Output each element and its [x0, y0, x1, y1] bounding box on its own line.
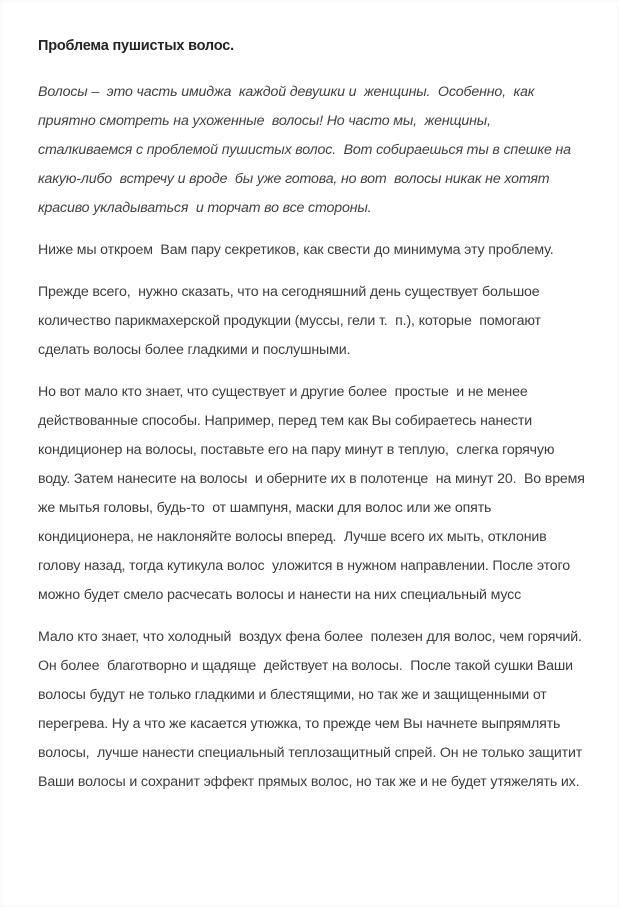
document-title: Проблема пушистых волос. [38, 38, 234, 54]
paragraph-dryer-advice: Мало кто знает, что холодный воздух фена более полезен для волос, чем горячий. Он более благотворно и щадяще действует на волосы. После такой сушки Ваши волосы будут не только гладкими и блестящими, но так же и защищенными от перегрева. Ну а что же касается утюжка, то прежде чем Вы начнете выпрямлять волосы, лучше нанести специальный теплозащитный спрей. Он не только защитит Ваши волосы и сохранит эффект прямых волос, но так же и не будет утяжелять их. [38, 629, 586, 790]
paragraph-methods: Но вот мало кто знает, что существует и другие более простые и не менее действованные способы. Например, перед тем как Вы собираетесь нанести кондиционер на волосы, поставьте его на пару минут в теплую, слегка горячую воду. Затем нанесите на волосы и оберните их в полотенце на минут 20. Во время же мытья головы, будь-то от шампуня, маски для волос или же опять кондиционера, не наклоняйте волосы вперед. Лучше всего их мыть, отклонив голову назад, тогда кутикула волос уложится в нужном направлении. После этого можно будет смело расчесать волосы и нанести на них специальный мусс [38, 384, 589, 603]
paragraph-intro: Волосы – это часть имиджа каждой девушки и женщины. Особенно, как приятно смотреть на ухоженные волосы! Но часто мы, женщины, сталкиваемся с проблемой пушистых волос. Вот собираешься ты в спешке на какую-либо встречу и вроде бы уже готова, но вот волосы никак не хотят красиво укладываться и торчат во все стороны. [38, 84, 575, 216]
paragraph-secrets-intro: Ниже мы откроем Вам пару секретиков, как свести до минимума эту проблему. [38, 242, 554, 258]
paragraph-products: Прежде всего, нужно сказать, что на сегодняшний день существует большое количество парикмахерской продукции (муссы, гели т. п.), которые помогают сделать волосы более гладкими и послушными. [38, 284, 548, 358]
